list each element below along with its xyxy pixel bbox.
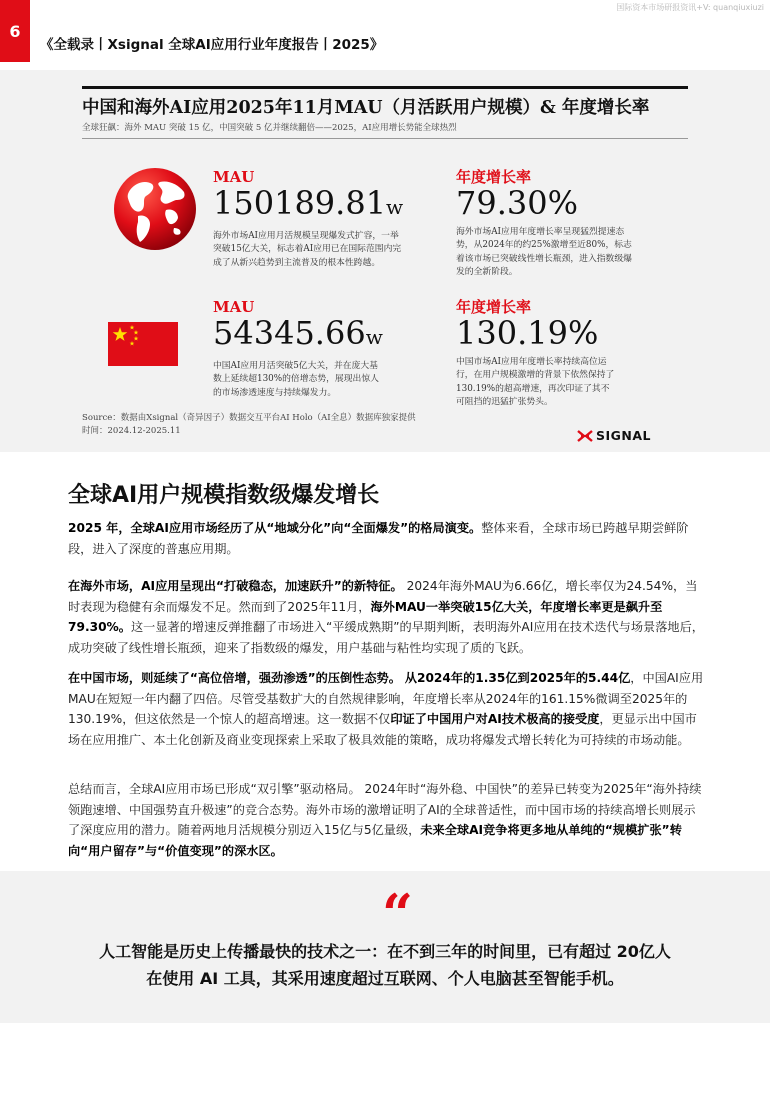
title-rule [82, 86, 688, 89]
p3-text-1: ，中国AI应用MAU在短短一年内翻了四倍。尽管受基数扩大的自然规律影响，年度增长率从2024年的161.15%微调至2025年的130.19%，但这依然是一个惊人的超高增速。这一数据不仅 [68, 671, 704, 726]
infographic-title: 中国和海外AI应用2025年11月MAU（月活跃用户规模）& 年度增长率 [82, 98, 650, 118]
p3-bold-3: 印证了中国用户对AI技术极高的接受度 [390, 712, 600, 726]
overseas-mau-value: 150189.81w [213, 184, 404, 222]
section-heading: 全球AI用户规模指数级爆发增长 [68, 483, 380, 508]
china-mau-value: 54345.66w [213, 314, 383, 352]
quote-line-2: 在使用 AI 工具，其采用速度超过互联网、个人电脑甚至智能手机。 [146, 969, 624, 988]
quote-text [60, 938, 710, 992]
overseas-mau-block [213, 168, 403, 270]
p2-text-2: 这一显著的增速反弹推翻了市场进入“平缓成熟期”的早期判断，表明海外AI应用在技术迭代与场景落地后，成功突破了线性增长瓶颈，迎来了指数级的爆发，用户基础与粘性均实现了质的飞跃。 [68, 620, 704, 655]
china-growth-desc: 中国市场AI应用年度增长率持续高位运行，在用户规模激增的背景下依然保持了130.19%的超高增速，再次印证了其不可阻挡的迅猛扩张势头。 [456, 357, 615, 408]
p2-bold-1: 在海外市场，AI应用呈现出“打破稳态，加速跃升”的新特征。 [68, 579, 403, 593]
page-number: 6 [0, 0, 30, 62]
overseas-growth-desc: 海外市场AI应用年度增长率呈现猛烈提速态势，从2024年的约25%激增至近80%，标志着该市场已突破线性增长瓶颈，进入指数级爆发的全新阶段。 [456, 227, 632, 278]
p3-bold-2: 从2024年的1.35亿到2025年的5.44亿 [404, 671, 631, 685]
xsignal-logo [577, 428, 651, 443]
logo-text: SIGNAL [596, 428, 652, 443]
p4-bold: 未来全球AI竞争将更多地从单纯的“规模扩张”转向“用户留存”与“价值变现”的深水区。 [68, 823, 682, 858]
paragraph-2 [68, 576, 704, 658]
p3-text-2: ，更显示出中国市场在应用推广、本土化创新及商业变现探索上采取了极具效能的策略，成功将爆发式增长转化为可持续的市场动能。 [68, 712, 697, 747]
china-growth-value: 130.19% [456, 314, 599, 352]
p3-bold-1: 在中国市场，则延续了“高位倍增，强劲渗透”的压倒性态势。 [68, 671, 401, 685]
x-mark-icon [577, 430, 593, 442]
overseas-mau-label: MAU [213, 168, 255, 186]
paragraph-3 [68, 668, 704, 750]
china-flag-icon [108, 322, 178, 366]
source-line: Source：数据由Xsignal（奇异因子）数据交互平台AI Holo（AI全息）数据库独家提供 [82, 413, 416, 423]
china-growth-block [456, 298, 616, 410]
china-mau-block [213, 298, 383, 400]
overseas-growth-value: 79.30% [456, 184, 579, 222]
p2-bold-2: 海外MAU一举突破15亿大关，年度增长率更是飙升至79.30%。 [68, 599, 663, 634]
overseas-growth-label: 年度增长率 [456, 168, 532, 186]
paragraph-4 [68, 779, 704, 861]
quote-mark-icon: “ [382, 882, 414, 946]
infographic-subtitle: 全球狂飙：海外 MAU 突破 15 亿，中国突破 5 亿并继续翻倍——2025，AI应用增长势能全球热烈 [82, 123, 457, 133]
china-growth-label: 年度增长率 [456, 298, 532, 316]
overseas-mau-desc: 海外市场AI应用月活规模呈现爆发式扩容，一举突破15亿大关，标志着AI应用已在国际范围内完成了从新兴趋势到主流普及的根本性跨越。 [213, 231, 402, 268]
china-mau-label: MAU [213, 298, 255, 316]
china-mau-desc: 中国AI应用月活突破5亿大关，并在庞大基数上延续超130%的倍增态势，展现出惊人的市场渗透速度与持续爆发力。 [213, 361, 379, 398]
subtitle-rule [82, 138, 688, 139]
p2-text-1: 2024年海外MAU为6.66亿，增长率仅为24.54%，当时表现为稳健有余而爆发不足。然而到了2025年11月， [68, 579, 698, 614]
source-note [82, 412, 416, 438]
report-header-title: 《全载录丨Xsignal 全球AI应用行业年度报告丨2025》 [40, 37, 384, 53]
p4-text: 总结而言，全球AI应用市场已形成“双引擎”驱动格局。 2024年时“海外稳、中国快”的差异已转变为2025年“海外持续领跑速增、中国强势直升极速”的竞合态势。海外市场的激增证明了AI的全球普适性，而中国市场的持续高增长则展示了深度应用的潜力。随着两地月活规模分别迈入15亿与5亿量级， [68, 782, 702, 837]
source-date: 时间：2024.12-2025.11 [82, 426, 181, 436]
paragraph-1 [68, 518, 704, 559]
quote-line-1: 人工智能是历史上传播最快的技术之一：在不到三年的时间里，已有超过 20亿人 [99, 942, 671, 961]
overseas-growth-block [456, 168, 632, 280]
watermark: 国际资本市场研报资讯+V: quanqiuxiuzi [616, 3, 764, 12]
globe-icon [112, 166, 198, 252]
p1-text: 整体来看，全球市场已跨越早期尝鲜阶段，进入了深度的普惠应用期。 [68, 521, 689, 556]
p1-bold: 2025 年，全球AI应用市场经历了从“地域分化”向“全面爆发”的格局演变。 [68, 521, 482, 535]
